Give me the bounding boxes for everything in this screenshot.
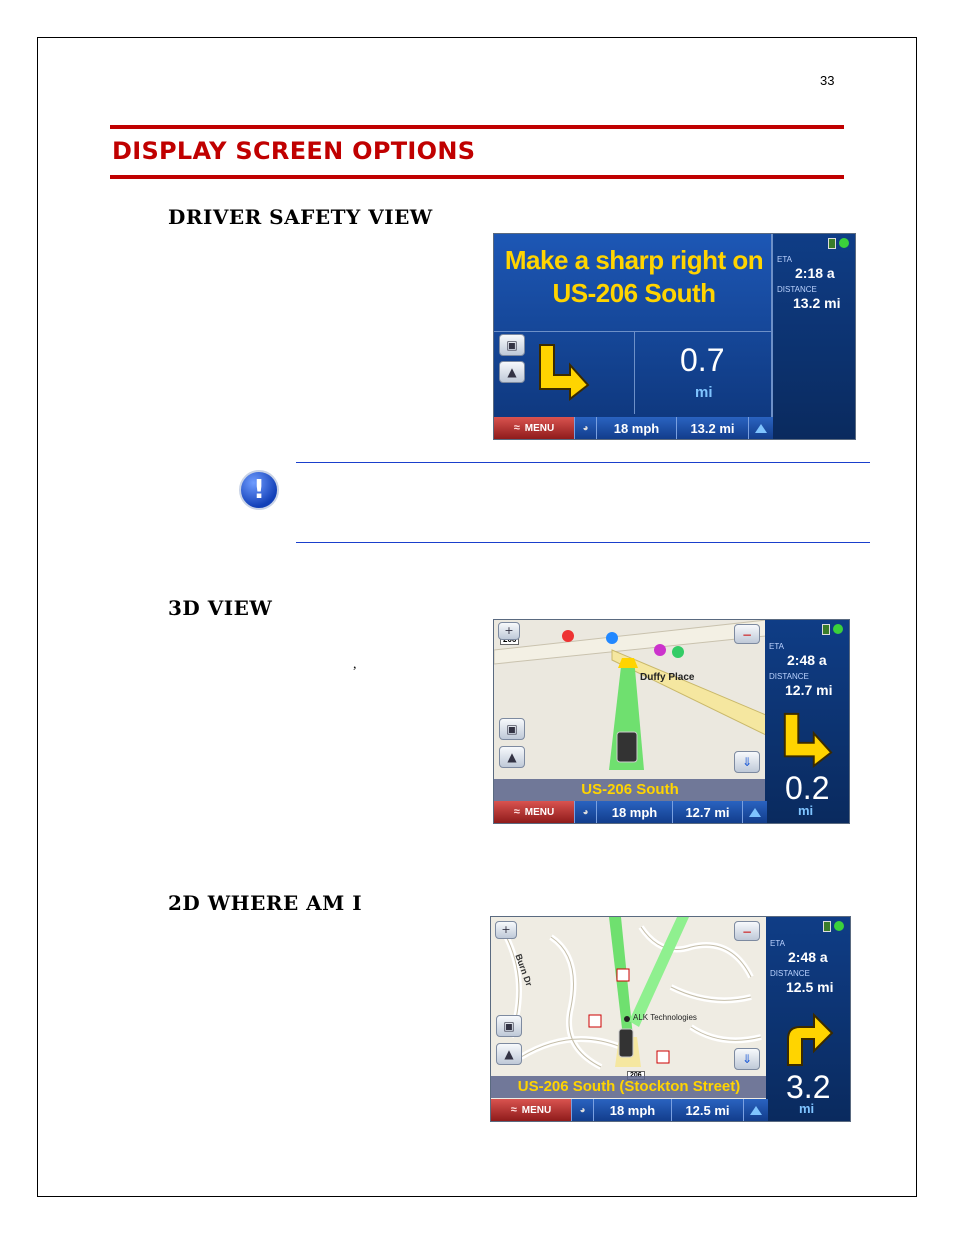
3d-map xyxy=(494,620,766,780)
remaining-distance: 12.5 mi xyxy=(671,1099,743,1121)
status-icons xyxy=(828,238,849,249)
2d-map xyxy=(491,917,767,1077)
speedometer-icon: ◕ xyxy=(571,1099,593,1121)
poi-label: ALK Technologies xyxy=(633,1013,697,1022)
subheading-driver-safety-view: DRIVER SAFETY VIEW xyxy=(168,205,433,229)
stray-comma: , xyxy=(353,657,357,672)
menu-button[interactable] xyxy=(491,1099,571,1121)
signal-icon: ≈ xyxy=(513,422,520,434)
distance-value: 12.5 mi xyxy=(786,979,834,995)
turn-distance-value: 3.2 xyxy=(786,1069,831,1105)
speed-readout: 18 mph xyxy=(593,1099,671,1121)
sharp-right-arrow-icon xyxy=(534,339,592,401)
menu-label: MENU xyxy=(521,1104,552,1116)
zoom-out-icon[interactable]: − xyxy=(734,624,760,644)
status-bar xyxy=(494,801,767,823)
note-rule-top xyxy=(296,462,870,463)
heading-rule-top xyxy=(110,125,844,129)
gps-icon xyxy=(839,238,849,248)
turn-distance-unit: mi xyxy=(695,384,713,401)
map-layers-icon[interactable]: ▲ xyxy=(496,1043,522,1065)
menu-label: MENU xyxy=(524,422,555,434)
eta-value: 2:48 a xyxy=(787,652,827,668)
panel-divider xyxy=(494,331,772,332)
turn-distance-unit: mi xyxy=(799,1101,815,1116)
camera-icon[interactable]: ▣ xyxy=(499,718,525,740)
eta-value: 2:48 a xyxy=(788,949,828,965)
expand-icon[interactable] xyxy=(748,417,773,439)
speed-readout: 18 mph xyxy=(596,417,676,439)
status-icons xyxy=(822,624,843,635)
distance-value: 13.2 mi xyxy=(793,295,841,311)
expand-icon[interactable] xyxy=(743,1099,768,1121)
zoom-out-icon[interactable]: − xyxy=(734,921,760,941)
menu-button[interactable] xyxy=(494,417,574,439)
eta-value: 2:18 a xyxy=(795,265,835,281)
signal-icon: ≈ xyxy=(513,806,520,818)
expand-icon[interactable] xyxy=(742,801,767,823)
zoom-in-icon[interactable]: + xyxy=(498,622,520,640)
current-street: US-206 South (Stockton Street) xyxy=(491,1076,767,1098)
turn-distance-value: 0.2 xyxy=(785,770,830,806)
distance-value: 12.7 mi xyxy=(785,682,833,698)
current-street: US-206 South xyxy=(494,779,766,801)
eta-label: ETA xyxy=(769,642,784,651)
trip-info-panel xyxy=(765,620,849,824)
distance-label: DISTANCE xyxy=(769,672,809,681)
panel-divider xyxy=(634,331,635,414)
signal-icon: ≈ xyxy=(510,1104,517,1116)
driver-safety-screenshot xyxy=(493,233,856,440)
map-layers-icon[interactable]: ▲ xyxy=(499,361,525,383)
remaining-distance: 12.7 mi xyxy=(672,801,742,823)
3d-view-screenshot xyxy=(493,619,850,824)
heading-rule-bottom xyxy=(110,175,844,179)
status-bar xyxy=(494,417,773,439)
camera-icon[interactable]: ▣ xyxy=(496,1015,522,1037)
road-label: Duffy Place xyxy=(640,672,695,683)
collapse-icon[interactable]: ⇓ xyxy=(734,1048,760,1070)
battery-icon xyxy=(823,921,831,932)
turn-distance-value: 0.7 xyxy=(680,342,725,378)
trip-info-panel xyxy=(766,917,850,1122)
turn-right-arrow-icon xyxy=(782,1009,836,1069)
subheading-3d-view: 3D VIEW xyxy=(168,596,273,620)
speed-readout: 18 mph xyxy=(596,801,672,823)
gps-icon xyxy=(834,921,844,931)
speedometer-icon: ◕ xyxy=(574,417,596,439)
road-label: Burn Dr xyxy=(513,952,535,988)
collapse-icon[interactable]: ⇓ xyxy=(734,751,760,773)
status-icons xyxy=(823,921,844,932)
note-rule-bottom xyxy=(296,542,870,543)
turn-distance-unit: mi xyxy=(798,803,814,818)
subheading-2d-where-am-i: 2D WHERE AM I xyxy=(168,891,363,915)
exclamation-icon: ! xyxy=(239,470,279,510)
eta-label: ETA xyxy=(770,939,785,948)
map-layers-icon[interactable]: ▲ xyxy=(499,746,525,768)
zoom-in-icon[interactable]: + xyxy=(495,921,517,939)
page-number: 33 xyxy=(820,73,835,88)
menu-button[interactable] xyxy=(494,801,574,823)
distance-label: DISTANCE xyxy=(770,969,810,978)
speedometer-icon: ◕ xyxy=(574,801,596,823)
menu-label: MENU xyxy=(524,806,555,818)
sharp-right-arrow-icon xyxy=(779,708,835,768)
distance-label: DISTANCE xyxy=(777,285,817,294)
camera-icon[interactable]: ▣ xyxy=(499,334,525,356)
turn-instruction: Make a sharp right on US-206 South xyxy=(504,245,764,308)
status-bar xyxy=(491,1099,768,1121)
2d-where-am-i-screenshot xyxy=(490,916,851,1122)
gps-icon xyxy=(833,624,843,634)
section-title: DISPLAY SCREEN OPTIONS xyxy=(112,137,476,165)
remaining-distance: 13.2 mi xyxy=(676,417,748,439)
eta-label: ETA xyxy=(777,255,792,264)
battery-icon xyxy=(822,624,830,635)
battery-icon xyxy=(828,238,836,249)
trip-info-panel xyxy=(771,234,855,440)
